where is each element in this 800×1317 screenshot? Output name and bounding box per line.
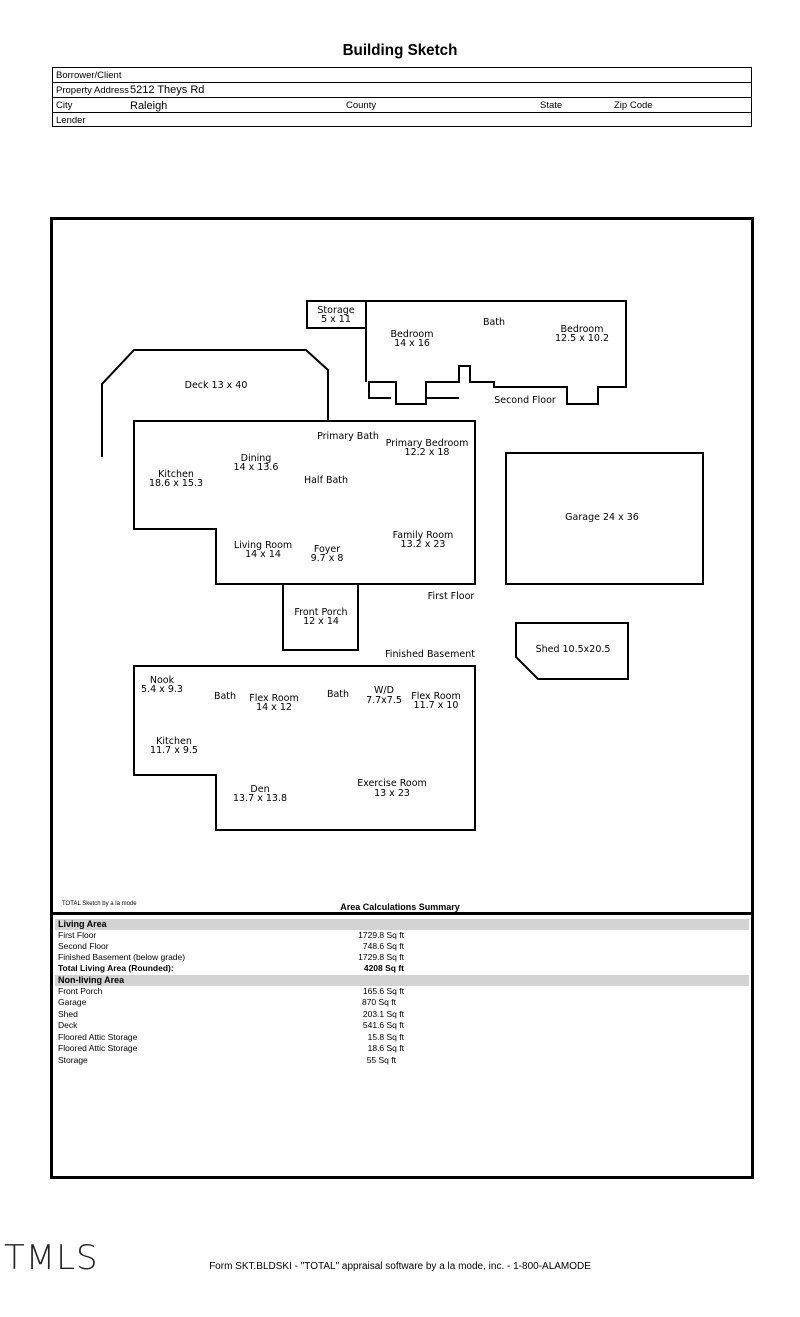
county-label: County	[346, 100, 377, 111]
total-row	[58, 963, 418, 974]
area-label: Garage	[58, 997, 87, 1007]
area-label: Floored Attic Storage	[58, 1032, 138, 1042]
area-row	[58, 941, 418, 952]
area-row	[58, 997, 418, 1008]
bath2-label: Bath	[482, 317, 506, 328]
finished-basement-label: Finished Basement	[385, 649, 475, 660]
area-row	[58, 986, 418, 997]
dining-label: Dining 14 x 13.6	[233, 453, 279, 473]
address-label: Property Address	[56, 85, 129, 96]
area-row	[58, 1043, 418, 1054]
total-value: 4208 Sq ft	[363, 963, 404, 973]
area-value: 870 Sq ft	[361, 997, 396, 1007]
area-value: 203.1 Sq ft	[362, 1009, 404, 1019]
bedroom1-label: Bedroom 14 x 16	[390, 329, 434, 349]
den-label: Den 13.7 x 13.8	[233, 784, 287, 804]
flex-room2-label: Flex Room 11.7 x 10	[411, 691, 461, 711]
garage-label: Garage 24 x 36	[565, 512, 639, 523]
page-title: Building Sketch	[342, 42, 458, 59]
area-label: Second Floor	[58, 941, 109, 951]
form-footer: Form SKT.BLDSKI - "TOTAL" appraisal software by a la mode, inc. - 1-800-ALAMODE	[209, 1261, 591, 1272]
shed-label: Shed 10.5x20.5	[535, 644, 611, 655]
area-label: Floored Attic Storage	[58, 1043, 138, 1053]
exercise-room-label: Exercise Room 13 x 23	[357, 778, 427, 799]
flex-room1-label: Flex Room 14 x 12	[249, 693, 299, 713]
area-value: 541.6 Sq ft	[362, 1020, 404, 1030]
deck-outline	[102, 350, 328, 457]
area-label: Shed	[58, 1009, 78, 1019]
borrower-label: Borrower/Client	[56, 70, 122, 81]
bath-b2-label: Bath	[326, 689, 350, 700]
area-label: Deck	[58, 1020, 78, 1030]
lender-label: Lender	[56, 115, 86, 126]
bath-b1-label: Bath	[213, 691, 237, 702]
area-label: Front Porch	[58, 986, 103, 996]
area-value: 18.6 Sq ft	[367, 1043, 404, 1053]
area-value: 1729.8 Sq ft	[358, 930, 404, 940]
summary-title: Area Calculations Summary	[340, 902, 460, 912]
front-porch-label: Front Porch 12 x 14	[294, 607, 348, 627]
kitchen2-label: Kitchen 11.7 x 9.5	[150, 736, 198, 756]
family-room-label: Family Room 13.2 x 23	[392, 530, 454, 550]
storage-label: Storage 5 x 11	[317, 305, 355, 325]
mls-logo: TMLS	[4, 1238, 99, 1278]
area-row	[58, 1009, 418, 1020]
area-value: 748.6 Sq ft	[362, 941, 404, 951]
primary-bedroom-label: Primary Bedroom 12.2 x 18	[385, 438, 469, 458]
area-label: First Floor	[58, 930, 97, 940]
area-row	[58, 1032, 418, 1043]
sketch-credit: TOTAL Sketch by a la mode	[62, 901, 137, 907]
half-bath-label: Half Bath	[303, 475, 349, 486]
address-value: 5212 Theys Rd	[130, 84, 205, 96]
zip-label: Zip Code	[614, 100, 653, 111]
summary-divider	[52, 912, 752, 915]
bedroom2-label: Bedroom 12.5 x 10.2	[555, 324, 609, 344]
area-value: 1729.8 Sq ft	[358, 952, 404, 962]
area-value: 165.6 Sq ft	[362, 986, 404, 996]
kitchen1-label: Kitchen 18.6 x 15.3	[149, 469, 203, 489]
area-value: 55 Sq ft	[366, 1055, 396, 1065]
nook-label: Nook 5.4 x 9.3	[141, 675, 183, 695]
deck-label: Deck 13 x 40	[184, 380, 248, 391]
area-label: Finished Basement (below grade)	[58, 952, 186, 962]
area-label: Storage	[58, 1055, 88, 1065]
city-value: Raleigh	[130, 100, 168, 112]
foyer-label: Foyer 9.7 x 8	[310, 544, 344, 564]
nonliving-area-heading: Non-living Area	[55, 975, 749, 986]
wd-label: W/D 7.7x7.5	[366, 685, 402, 706]
area-row	[58, 1020, 418, 1031]
second-floor-label: Second Floor	[494, 395, 556, 406]
area-value: 15.8 Sq ft	[367, 1032, 404, 1042]
area-row	[58, 1055, 418, 1066]
city-label: City	[56, 100, 73, 111]
first-floor-label: First Floor	[427, 591, 475, 602]
area-row	[58, 930, 418, 941]
primary-bath-label: Primary Bath	[317, 431, 379, 442]
area-row	[58, 952, 418, 963]
state-label: State	[540, 100, 563, 111]
total-label: Total Living Area (Rounded):	[58, 963, 174, 973]
living-room-label: Living Room 14 x 14	[233, 540, 293, 560]
living-area-heading: Living Area	[55, 919, 749, 930]
